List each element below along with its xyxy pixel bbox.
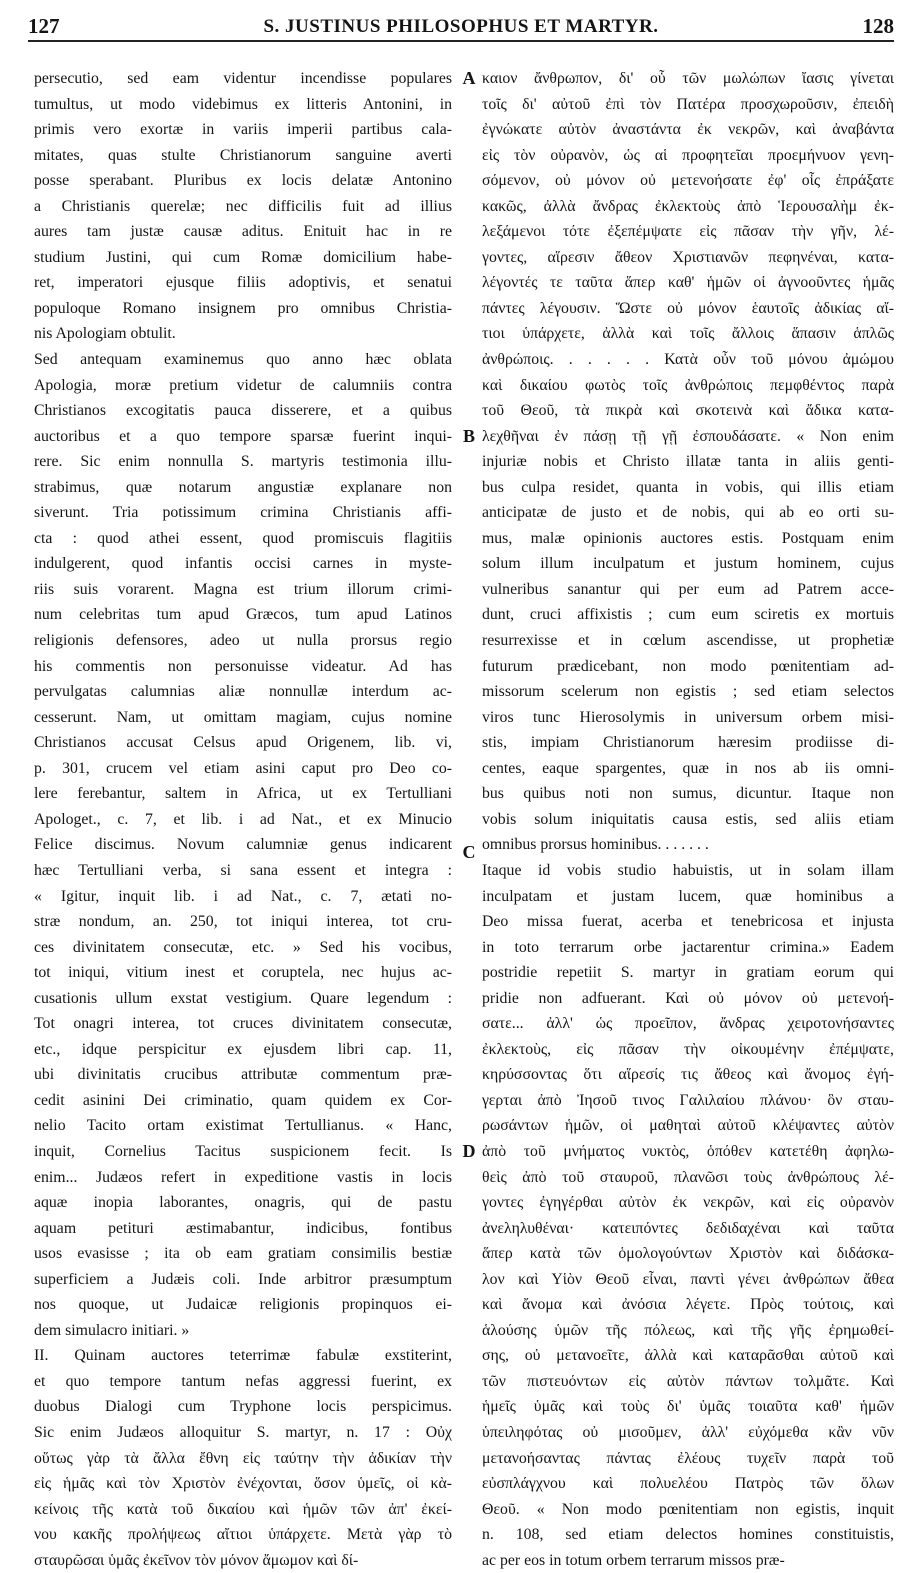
text-line: riis suis vorarent. Magna est trium illorum crimi- — [34, 580, 452, 598]
text-line: μετανοήσαντας πάντας ἐλέους τυχεῖν παρὰ τοῦ — [482, 1449, 894, 1467]
text-line: nis Apologiam obtulit. — [34, 325, 176, 343]
text-line: omnibus prorsus hominibus. . . . . . . — [482, 836, 709, 854]
text-line: centes, eaque spargentes, quæ in nos ab iis omni- — [482, 759, 894, 777]
text-line: Θεοῦ. « Non modo pœnitentiam non egistis, inquit — [482, 1500, 894, 1518]
text-line: enim... Judæos refert in expeditione vastis in locis — [34, 1168, 452, 1186]
text-line: τιοι ὑπάρχετε, ἀλλὰ καὶ τοῖς ἄλλοις ἅπασιν ἁπλῶς — [482, 325, 894, 343]
page-number-left: 127 — [28, 14, 60, 38]
text-line: κακῶς, ἀλλὰ ἄνδρας ἐκλεκτοὺς ἀπὸ Ἱερουσαλὴμ ἐκ- — [482, 197, 894, 215]
text-line: ret, imperatori ejusque filiis adoptivis, et senatui — [34, 274, 452, 292]
text-line: τοῦ Θεοῦ, τὰ πικρὰ καὶ σκοτεινὰ καὶ ἄδικα κατα- — [482, 402, 894, 420]
text-line: κηρύσσοντας ὅτι αἵρεσίς τις ἄθεος καὶ ἄνομος ἐγή- — [482, 1066, 894, 1084]
text-line: Christianos excogitatis pauca disserere, et a quibus — [34, 402, 452, 420]
text-line: inculpatam et justam lucem, quæ hominibus a — [482, 887, 894, 905]
text-line: num celebritas tum apud Græcos, tum apud Latinos — [34, 606, 452, 624]
text-line: solum illum inculpatum et justum hominem, cujus — [482, 555, 894, 573]
text-line: duobus Dialogi cum Tryphone locis perspicimus. — [34, 1398, 452, 1416]
text-line: nos quoque, ut Judaicæ religionis propinquos ei- — [34, 1296, 452, 1314]
text-line: siverunt. Tria potissimum crimina Christianis affi- — [34, 504, 452, 522]
text-line: καὶ δικαίου φωτὸς τοῖς ἀνθρώποις πεμφθέντος παρὰ — [482, 376, 894, 394]
text-line: ἀνθρώποις. . . . . . Κατὰ οὖν τοῦ μόνου ἀμώμου — [482, 351, 894, 369]
text-line: persecutio, sed eam videntur incendisse populares — [34, 70, 452, 87]
text-line: Apologia, moræ pretium videtur de calumniis contra — [34, 376, 452, 394]
text-line: rere. Sic enim nonnulla S. martyris testimonia illu- — [34, 453, 452, 471]
running-title: S. JUSTINUS PHILOSOPHUS ET MARTYR. — [263, 16, 659, 37]
text-line: pridie non adfuerant. Καὶ οὐ μόνον οὐ μετενοή- — [482, 989, 894, 1007]
text-line: ubi divinitatis crucibus attributæ commentum præ- — [34, 1066, 452, 1084]
text-line: ces divinitatem consecutæ, etc. » Sed his vocibus, — [34, 938, 452, 956]
text-line: bus quibus noti non sumus, dicuntur. Itaque non — [482, 785, 894, 803]
text-line: aures tam justæ causæ aditus. Enituit hac in re — [34, 223, 452, 241]
text-line: τοῖς δι' αὐτοῦ ἐπὶ τὸν Πατέρα προσχωροῦσιν, ἐπειδὴ — [482, 95, 894, 113]
text-line: ἀπὸ τοῦ μνήματος νυκτὸς, ὁπόθεν κατετέθη ἀφηλω- — [482, 1142, 894, 1160]
text-line: νου κακῆς προλήψεως αἴτιοι ὑπάρχετε. Μετὰ γὰρ τὸ — [34, 1526, 452, 1544]
text-line: γερται ἀπὸ Ἰησοῦ τινος Γαλιλαίου πλάνου· ὃν σταυ- — [482, 1091, 894, 1109]
margin-marker-c: C — [462, 842, 476, 862]
text-line: Deo missa fuerat, acerba et tenebricosa et injusta — [482, 913, 894, 931]
text-line: II. Quinam auctores teterrimæ fabulæ exstiterint, — [34, 1347, 452, 1365]
text-line: aquam petituri æstimabantur, indicibus, fontibus — [34, 1219, 452, 1237]
text-line: σης, οὐ μετανοεῖτε, ἀλλὰ καὶ καταρᾶσθαι αὐτοῦ καὶ — [482, 1347, 894, 1365]
text-line: πάντες λέγουσιν. Ὥστε οὐ μόνον ἑαυτοῖς ἀδικίας αἴ- — [482, 299, 894, 317]
text-line: Apologet., c. 7, et lib. i ad Nat., et ex Minucio — [34, 810, 452, 828]
text-line: γοντες ἐγηγέρθαι αὐτὸν ἐκ νεκρῶν, καὶ εἰς οὐρανὸν — [482, 1194, 894, 1212]
text-line: anticipatæ de justo et de nobis, qui ab eo orti su- — [482, 504, 894, 522]
text-line: tot iniqui, vitium inest et coruptela, nec hujus ac- — [34, 964, 452, 982]
text-line: ἀνεληλυθέναι· κατειπόντες δεδιδαχέναι καὶ ταῦτα — [482, 1219, 894, 1237]
text-line: auctoribus et a quo tempore sparsæ fuerint inqui- — [34, 427, 452, 445]
text-line: εὐσπλάγχνου καὶ πολυελέου Πατρὸς τῶν ὅλων — [482, 1475, 894, 1493]
text-line: mitates, quas stulte Christianorum sanguine averti — [34, 146, 452, 164]
text-line: n. 108, sed etiam delectos homines constituistis, — [482, 1526, 894, 1544]
text-line: usos evasisse ; ita ob eam gratiam consimilis bestiæ — [34, 1245, 452, 1263]
text-line: ἐκλεκτοὺς, εἰς πᾶσαν τὴν οἰκουμένην ἐπέμψατε, — [482, 1040, 894, 1058]
text-line: ἡμεῖς ὑμᾶς καὶ τοὺς δι' ὑμᾶς τοιαῦτα καθ' ἡμῶν — [482, 1398, 894, 1416]
text-line: Sed antequam examinemus quo anno hæc oblata — [34, 351, 452, 369]
text-line: tumultus, ut modo videbimus ex litteris Antonini, in — [34, 95, 452, 113]
text-line: οὕτως γὰρ τὰ ἄλλα ἔθνη εἰς ταύτην τὴν ἀδικίαν τὴν — [34, 1449, 452, 1467]
text-line: σόμενον, οὐ μόνον οὐ μετενοήσατε ἐφ' οἷς ἐπράξατε — [482, 172, 894, 190]
text-line: inquit, Cornelius Tacitus suspicionem fecit. Is — [34, 1142, 452, 1160]
text-line: καιον ἄνθρωπον, δι' οὗ τῶν μωλώπων ἴασις γίνεται — [482, 70, 894, 87]
text-line: ἐγνώκατε αὐτὸν ἀναστάντα ἐκ νεκρῶν, καὶ ἀναβάντα — [482, 121, 894, 139]
text-line: viros tunc Hierosolymis in universum orbem misi- — [482, 708, 894, 726]
text-line: indulgerent, quod infantis occisi carnes in myste- — [34, 555, 452, 573]
right-column — [482, 66, 894, 1573]
text-line: etc., idque perspicitur ex ejusdem libri cap. 11, — [34, 1040, 452, 1058]
text-line: θεὶς ἀπὸ τοῦ σταυροῦ, πλανῶσι τοὺς ἀνθρώπους λέ- — [482, 1168, 894, 1186]
text-line: ρωσάντων ἡμῶν, οἱ μαθηταὶ αὐτοῦ κλέψαντες αὐτὸν — [482, 1117, 894, 1135]
text-line: bus culpa residet, quanta in vobis, qui illis etiam — [482, 478, 894, 496]
text-line: Itaque id vobis studio habuistis, ut in solam illam — [482, 861, 894, 879]
text-line: resurrexisse et in cœlum ascendisse, ut prophetiæ — [482, 632, 894, 650]
text-line: strabimus, quæ notarum angustiæ explanare non — [34, 478, 452, 496]
text-line: vulneribus sanantur qui per eum ad Patrem acce- — [482, 580, 894, 598]
page-number-right: 128 — [862, 14, 894, 38]
text-line: aquæ inopia laborantes, onagris, qui de pastu — [34, 1194, 452, 1212]
text-line: populoque Romano insignem pro omnibus Christia- — [34, 299, 452, 317]
text-line: καὶ ἄνομα καὶ ἀνόσια λέγετε. Πρὸς τούτοις, καὶ — [482, 1296, 894, 1314]
text-line: primis vero exortæ in variis imperii partibus cala- — [34, 121, 452, 139]
header-rule — [28, 40, 894, 42]
text-line: Sic enim Judæos alloquitur S. martyr, n. 17 : Οὐχ — [34, 1423, 452, 1441]
text-line: postridie repetiit S. martyr in gratiam eorum qui — [482, 964, 894, 982]
text-line: in toto terrarum orbe jactarentur crimina.» Eadem — [482, 938, 894, 956]
text-line: vobis solum iniquitatis causa estis, sed aliis etiam — [482, 810, 894, 828]
text-line: σατε... ἀλλ' ὡς προεῖπον, ἄνδρας χειροτονήσαντες — [482, 1015, 894, 1033]
text-line: pervulgatas calumnias aliæ nonnullæ interdum ac- — [34, 683, 452, 701]
text-line: et quo tempore tantum nefas aggressi fuerint, ex — [34, 1372, 452, 1390]
text-line: dem simulacro initiari. » — [34, 1321, 190, 1339]
text-line: « Igitur, inquit lib. i ad Nat., c. 7, ætati no- — [34, 887, 452, 905]
text-line: λεξάμενοι τότε ἐξεπέμψατε εἰς πᾶσαν τὴν γῆν, λέ- — [482, 223, 894, 241]
text-line: ὑπειληφότας οὐ μισοῦμεν, ἀλλ' εὐχόμεθα κἂν νῦν — [482, 1423, 894, 1441]
text-line: injuriæ nobis et Christo illatæ tanta in aliis genti- — [482, 453, 894, 471]
text-line: cesserunt. Nam, ut omittam magiam, cujus nomine — [34, 708, 452, 726]
text-line: mus, malæ opinionis auctores estis. Postquam enim — [482, 529, 894, 547]
text-line: p. 301, crucem vel etiam asini caput pro Deo co- — [34, 759, 452, 777]
text-line: cusationis ullum exstat vestigium. Quare legendum : — [34, 989, 452, 1007]
text-line: κείνοις τῆς κατὰ τοῦ δικαίου καὶ ἡμῶν τῶν ἀπ' ἐκεί- — [34, 1500, 452, 1518]
text-line: his commentis non personuisse videatur. Ad has — [34, 657, 452, 675]
left-column — [34, 66, 452, 1573]
text-line: stræ nondum, an. 250, tot iniqui interea, tot cru- — [34, 913, 452, 931]
text-line: εἰς ἡμᾶς καὶ τὸν Χριστὸν ἐνέχονται, ὅσον ὑμεῖς, οἱ κὰ- — [34, 1475, 452, 1493]
text-line: Christianos accusat Celsus apud Origenem, lib. vi, — [34, 734, 452, 752]
text-line: λεχθῆναι ἐν πάσῃ τῇ γῇ ἐσπουδάσατε. « Non enim — [482, 427, 894, 445]
text-line: cta : quod athei essent, quod promiscuis flagitiis — [34, 529, 452, 547]
text-line: superficiem a Judæis coli. Inde arbitror præsumptum — [34, 1270, 452, 1288]
text-line: λον καὶ Υἱὸν Θεοῦ εἶναι, παντὶ γένει ἀνθρώπων ἄθεα — [482, 1270, 894, 1288]
text-line: religionis defensores, adeo ut nulla prorsus regio — [34, 632, 452, 650]
text-line: studium Justini, qui cum Romæ domicilium habe- — [34, 248, 452, 266]
margin-marker-d: D — [462, 1141, 476, 1161]
text-line: futurum prædicebant, non modo pœnitentiam ad- — [482, 657, 894, 675]
text-line: dunt, cruci affixistis ; cum eum sciretis ex mortuis — [482, 606, 894, 624]
page-header — [28, 10, 894, 38]
text-line: nelio Tacito ortam existimat Tertullianus. « Hanc, — [34, 1117, 452, 1135]
text-line: ἅπερ κατὰ τῶν ὁμολογούντων Χριστὸν καὶ διδάσκα- — [482, 1245, 894, 1263]
text-line: τῶν πιστευόντων εἰς αὐτὸν πάντων τολμᾶτε. Καὶ — [482, 1372, 894, 1390]
text-line: lere ferebantur, saltem in Africa, ut ex Tertulliani — [34, 785, 452, 803]
text-line: a Christianis querelæ; nec difficilis fuit ad illius — [34, 197, 452, 215]
text-line: hæc Tertulliani verba, si sana essent et integra : — [34, 861, 452, 879]
text-line: ac per eos in totum orbem terrarum missos præ- — [482, 1551, 785, 1569]
text-line: γοντες, αἵρεσιν ἄθεον Χριστιανῶν πεφηνέναι, κατα- — [482, 248, 894, 266]
text-line: cedit asinini Dei criminatio, quam quidem ex Cor- — [34, 1091, 452, 1109]
text-line: posse sperabant. Pluribus ex locis delatæ Antonino — [34, 172, 452, 190]
margin-marker-b: B — [462, 426, 475, 446]
text-line: εἰς τὸν οὐρανὸν, ὡς αἱ προφητεῖαι προεμήνυον γενη- — [482, 146, 894, 164]
text-line: λέγοντές τε ταῦτα ἅπερ καθ' ἡμῶν οἱ ἀγνοοῦντες ἡμᾶς — [482, 274, 894, 292]
text-line: missorum scelerum non egistis ; sed etiam selectos — [482, 683, 894, 701]
text-line: σταυρῶσαι ὑμᾶς ἐκεῖνον τὸν μόνον ἄμωμον καὶ δί- — [34, 1551, 359, 1569]
text-line: Tot onagri interea, tot cruces divinitatem consecutæ, — [34, 1015, 452, 1033]
margin-marker-a: A — [462, 68, 476, 88]
text-line: ἁλούσης ὑμῶν τῆς πόλεως, καὶ τῆς γῆς ἐρημωθεί- — [482, 1321, 894, 1339]
text-line: Felice discimus. Novum calumniæ genus indicarent — [34, 836, 452, 854]
text-line: stis, impiam Christianorum hæresim prodiisse di- — [482, 734, 894, 752]
